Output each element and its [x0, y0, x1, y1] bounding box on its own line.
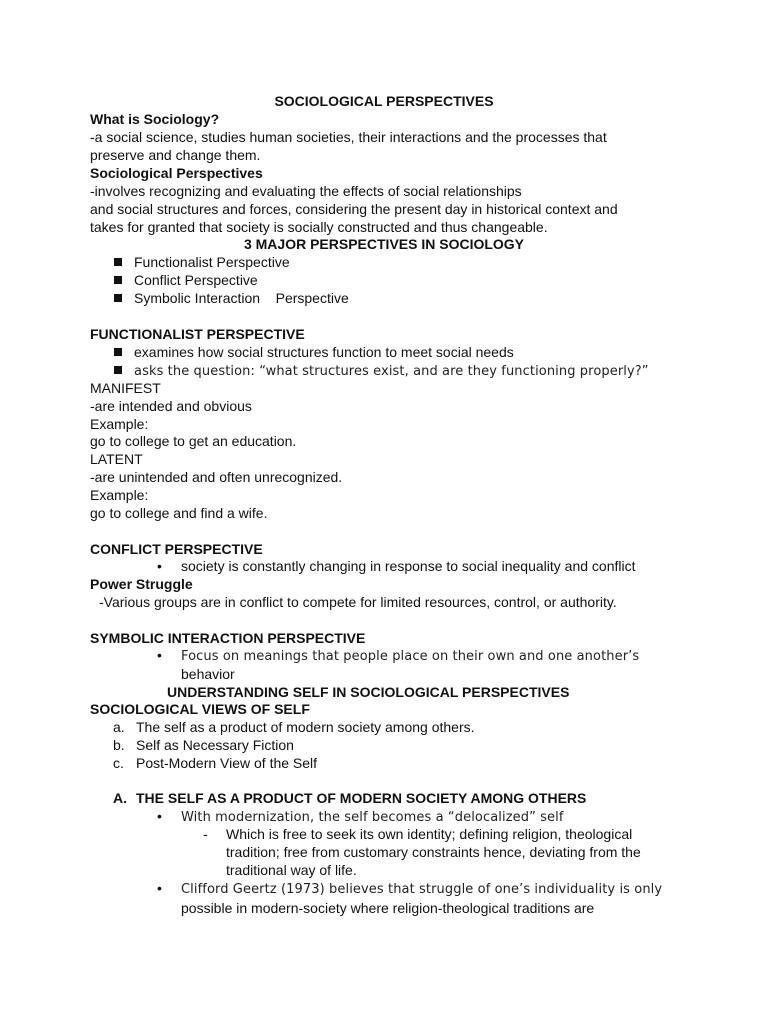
text-line: -are unintended and often unrecognized. — [90, 469, 343, 485]
text-line: go to college to get an education. — [90, 433, 297, 449]
list-item-label: examines how social structures function to meet social needs — [134, 344, 514, 360]
list-item — [114, 344, 514, 362]
text-line: LATENT — [90, 451, 143, 467]
list-item-label: Post-Modern View of the Self — [136, 755, 318, 771]
list-marker: b. — [113, 737, 125, 753]
text-line: takes for granted that society is socially constructed and thus changeable. — [90, 219, 548, 235]
power-struggle-heading: Power Struggle — [90, 576, 193, 592]
list-item-label: Clifford Geertz (1973) believes that struggle of one’s individuality is only — [181, 882, 663, 897]
sociological-views-heading: SOCIOLOGICAL VIEWS OF SELF — [90, 701, 310, 717]
text-line: preserve and change them. — [90, 147, 261, 163]
list-item-label: behavior — [181, 666, 235, 682]
square-bullet-icon — [114, 258, 122, 266]
text-line: Example: — [90, 487, 149, 503]
list-marker: a. — [113, 719, 125, 735]
list-item — [114, 290, 349, 308]
list-item-label: With modernization, the self becomes a “delocalized” self — [181, 810, 564, 825]
text-line: tradition; free from customary constraints hence, deviating from the — [226, 844, 641, 860]
sociological-perspectives-heading: Sociological Perspectives — [90, 165, 263, 181]
dash-marker: - — [203, 826, 208, 842]
list-item-label: asks the question: “what structures exist, and are they functioning properly?” — [134, 364, 649, 379]
list-item-label: Symbolic Interaction Perspective — [134, 290, 349, 306]
text-line: -involves recognizing and evaluating the effects of social relationships — [90, 183, 522, 199]
dot-bullet-icon: • — [157, 808, 162, 824]
major-perspectives-heading: 3 MAJOR PERSPECTIVES IN SOCIOLOGY — [243, 236, 525, 252]
list-item-label: Self as Necessary Fiction — [136, 737, 294, 753]
list-item — [114, 272, 258, 290]
text-line: go to college and find a wife. — [90, 505, 268, 521]
dot-bullet-icon: • — [157, 647, 162, 663]
list-item-label: Focus on meanings that people place on their own and one another’s — [181, 649, 640, 664]
section-a-marker: A. — [113, 790, 127, 806]
square-bullet-icon — [114, 294, 122, 302]
list-marker: c. — [113, 755, 124, 771]
functionalist-heading: FUNCTIONALIST PERSPECTIVE — [90, 326, 305, 342]
dot-bullet-icon: • — [157, 880, 162, 896]
list-item-label: possible in modern-society where religion-theological traditions are — [181, 900, 595, 916]
section-a-heading: THE SELF AS A PRODUCT OF MODERN SOCIETY AMONG OTHERS — [136, 790, 587, 806]
text-line: and social structures and forces, considering the present day in historical context and — [90, 201, 618, 217]
conflict-heading: CONFLICT PERSPECTIVE — [90, 541, 263, 557]
square-bullet-icon — [114, 366, 122, 374]
square-bullet-icon — [114, 276, 122, 284]
text-line: -are intended and obvious — [90, 398, 252, 414]
square-bullet-icon — [114, 348, 122, 356]
symbolic-heading: SYMBOLIC INTERACTION PERSPECTIVE — [90, 630, 366, 646]
text-line: -a social science, studies human societies, their interactions and the processes that — [90, 129, 607, 145]
list-item-label: society is constantly changing in response to social inequality and conflict — [181, 558, 636, 574]
list-item-label: The self as a product of modern society among others. — [136, 719, 475, 735]
text-line: MANIFEST — [90, 380, 161, 396]
text-line: traditional way of life. — [226, 862, 357, 878]
list-item-label: Functionalist Perspective — [134, 254, 290, 270]
text-line: -Various groups are in conflict to compete for limited resources, control, or authority. — [99, 594, 617, 610]
understanding-self-heading: UNDERSTANDING SELF IN SOCIOLOGICAL PERSPECTIVES — [167, 684, 570, 700]
text-line: Example: — [90, 416, 149, 432]
list-item — [114, 254, 290, 272]
list-item-label: Conflict Perspective — [134, 272, 258, 288]
list-item — [114, 362, 649, 381]
document-title: SOCIOLOGICAL PERSPECTIVES — [274, 93, 494, 109]
text-line: Which is free to seek its own identity; defining religion, theological — [226, 826, 633, 842]
dot-bullet-icon: • — [157, 558, 162, 574]
what-is-sociology-heading: What is Sociology? — [90, 111, 220, 127]
